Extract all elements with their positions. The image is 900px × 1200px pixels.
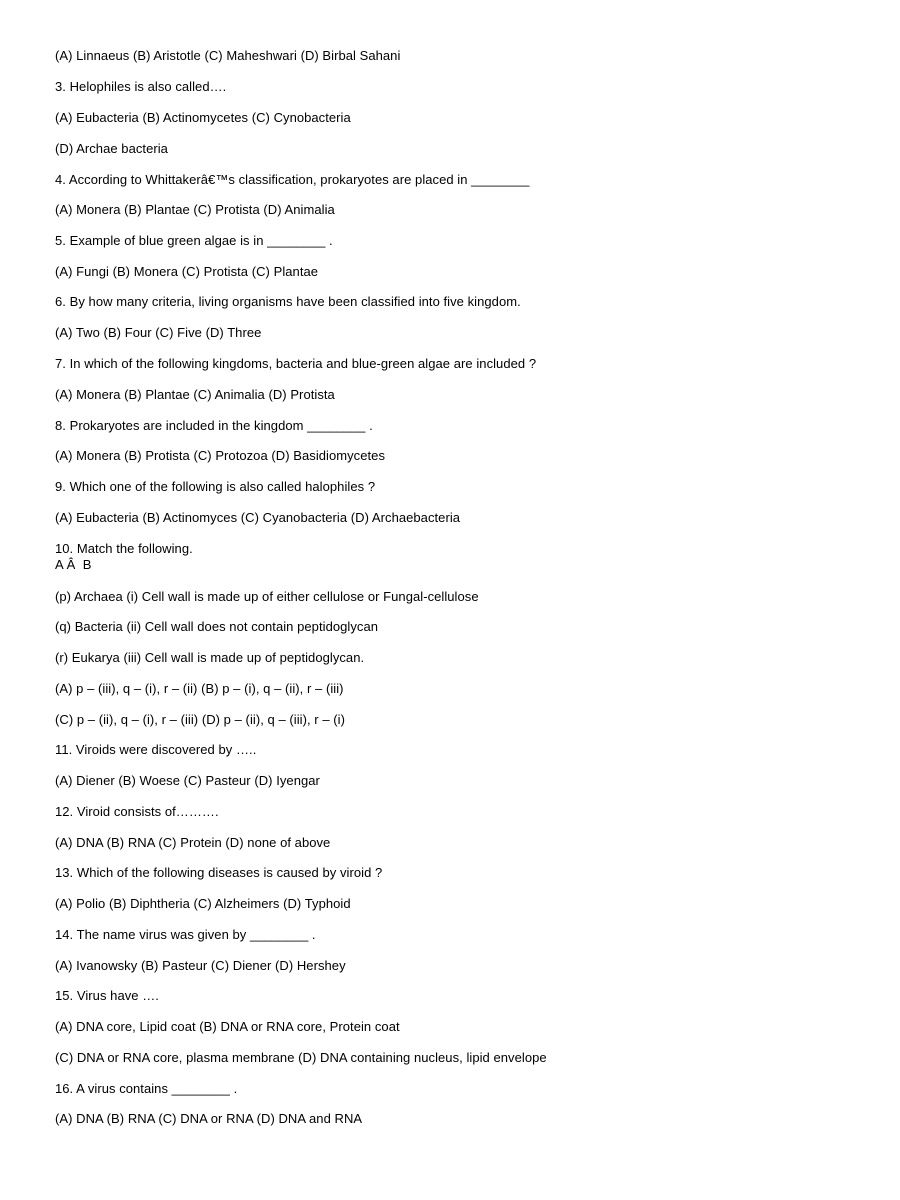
text-line: (A) Monera (B) Protista (C) Protozoa (D) Basidiomycetes [55,448,386,463]
text-line: (D) Archae bacteria [55,141,168,156]
text-line: (C) p – (ii), q – (i), r – (iii) (D) p – (ii), q – (iii), r – (i) [55,712,345,727]
text-line: (C) DNA or RNA core, plasma membrane (D) DNA containing nucleus, lipid envelope [55,1050,547,1065]
text-line: (A) Monera (B) Plantae (C) Animalia (D) Protista [55,387,335,402]
text-line: 16. A virus contains ________ . [55,1081,238,1096]
text-line: (A) Eubacteria (B) Actinomyces (C) Cyanobacteria (D) Archaebacteria [55,510,461,525]
text-line: (q) Bacteria (ii) Cell wall does not contain peptidoglycan [55,619,379,634]
text-line: (r) Eukarya (iii) Cell wall is made up of peptidoglycan. [55,650,365,665]
text-line: 8. Prokaryotes are included in the kingdom ________ . [55,418,373,433]
text-line: A Â B [55,557,92,572]
text-line: (A) Linnaeus (B) Aristotle (C) Maheshwari (D) Birbal Sahani [55,48,401,63]
text-line: 3. Helophiles is also called…. [55,79,227,94]
text-line: 14. The name virus was given by ________ . [55,927,316,942]
text-line: (A) Polio (B) Diphtheria (C) Alzheimers (D) Typhoid [55,896,351,911]
text-line: (A) Eubacteria (B) Actinomycetes (C) Cynobacteria [55,110,351,125]
document-page [55,0,885,1200]
text-line: (A) p – (iii), q – (i), r – (ii) (B) p – (i), q – (ii), r – (iii) [55,681,344,696]
text-line: (p) Archaea (i) Cell wall is made up of either cellulose or Fungal-cellulose [55,589,479,604]
text-line: 5. Example of blue green algae is in ________ . [55,233,333,248]
text-line: (A) DNA (B) RNA (C) Protein (D) none of above [55,835,331,850]
text-line: 4. According to Whittakerâ€™s classification, prokaryotes are placed in ________ [55,172,530,187]
text-line: 12. Viroid consists of………. [55,804,219,819]
text-line: 9. Which one of the following is also called halophiles ? [55,479,376,494]
text-line: (A) Ivanowsky (B) Pasteur (C) Diener (D) Hershey [55,958,346,973]
text-line: (A) Monera (B) Plantae (C) Protista (D) Animalia [55,202,335,217]
text-line: (A) Diener (B) Woese (C) Pasteur (D) Iyengar [55,773,320,788]
text-line: (A) Fungi (B) Monera (C) Protista (C) Plantae [55,264,319,279]
text-line: 7. In which of the following kingdoms, bacteria and blue-green algae are included ? [55,356,537,371]
text-line: 10. Match the following. [55,541,193,556]
text-line: 13. Which of the following diseases is caused by viroid ? [55,865,383,880]
text-line: (A) DNA (B) RNA (C) DNA or RNA (D) DNA and RNA [55,1111,363,1126]
text-line: (A) DNA core, Lipid coat (B) DNA or RNA core, Protein coat [55,1019,400,1034]
text-line: 15. Virus have …. [55,988,159,1003]
text-line: (A) Two (B) Four (C) Five (D) Three [55,325,262,340]
text-line: 11. Viroids were discovered by ….. [55,742,257,757]
text-line: 6. By how many criteria, living organisms have been classified into five kingdom. [55,294,521,309]
